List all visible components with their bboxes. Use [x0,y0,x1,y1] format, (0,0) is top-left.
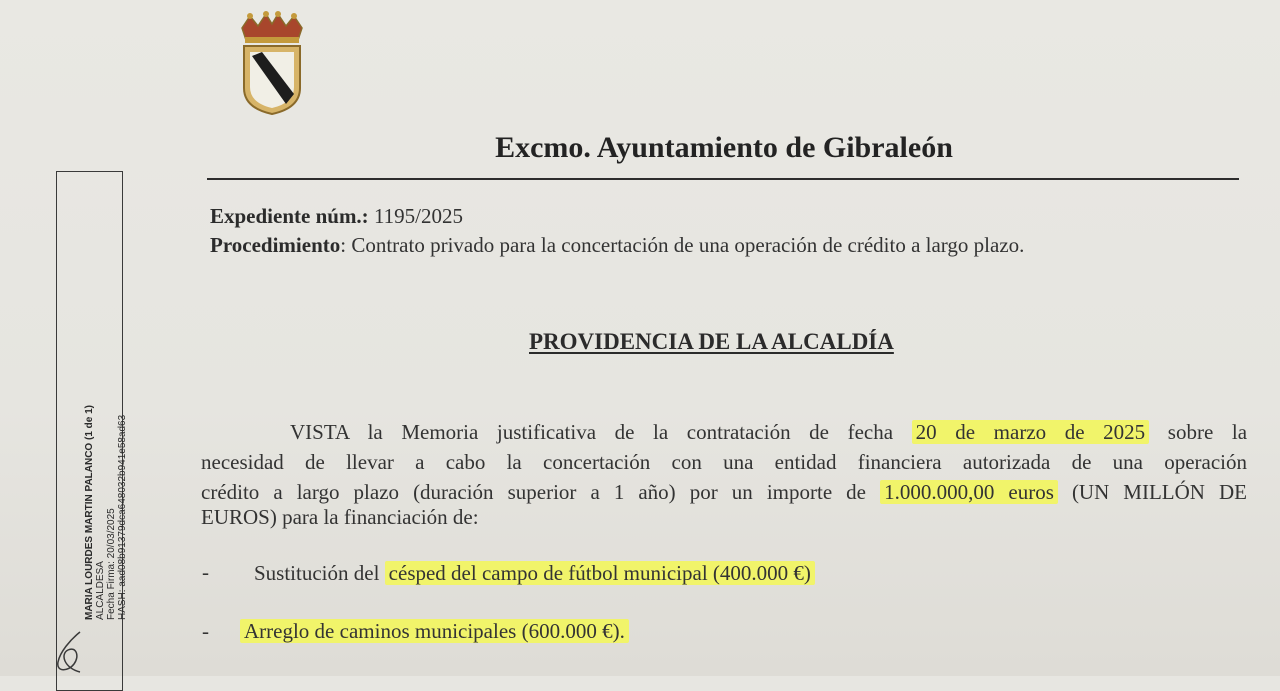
expediente-line [210,204,463,229]
handwritten-signature-icon [40,628,110,676]
list-item [254,561,815,586]
highlighted-amount: 1.000.000,00 euros [880,480,1058,504]
page-title: Excmo. Ayuntamiento de Gibraleón [495,131,953,164]
procedimiento-line [210,233,1024,258]
body-line-2: necesidad de llevar a cabo la concertación con una entidad financiera autorizada de una operación [201,450,1247,474]
title-divider [207,178,1239,180]
municipal-coat-of-arms-icon [236,10,308,118]
signature-hash: HASH: aad08b91379dca648032b941e58ad63 [117,414,128,620]
list-bullet: - [202,560,209,584]
section-title: PROVIDENCIA DE LA ALCALDÍA [529,329,894,354]
body-text: VISTA la Memoria justificativa de la contratación de fecha [290,420,894,444]
body-text: crédito a largo plazo (duración superior a 1 año) por un importe de [201,480,867,504]
expediente-value: 1195/2025 [373,204,463,228]
body-text: sobre la [1167,420,1248,444]
body-line-3 [201,480,1247,505]
highlighted-date: 20 de marzo de 2025 [912,420,1150,444]
body-text: (UN MILLÓN DE [1071,480,1248,504]
procedimiento-label: Procedimiento [210,233,341,257]
signer-role: ALCALDESA [95,561,106,620]
highlighted-item: césped del campo de fútbol municipal (400.000 €) [385,561,815,585]
body-line-1 [290,420,1247,445]
list-bullet: - [202,619,209,643]
signature-stamp [84,405,128,620]
highlighted-item: Arreglo de caminos municipales (600.000 €). [240,619,629,643]
list-item-text: Sustitución del [254,561,385,585]
list-item [240,619,629,644]
procedimiento-value: : Contrato privado para la concertación de una operación de crédito a largo plazo. [340,233,1025,257]
signature-date: Fecha Firma: 20/03/2025 [106,508,117,620]
expediente-label: Expediente núm.: [210,204,369,228]
signer-name: MARIA LOURDES MARTIN PALANCO (1 de 1) [84,405,95,620]
body-line-4: EUROS) para la financiación de: [201,505,479,529]
